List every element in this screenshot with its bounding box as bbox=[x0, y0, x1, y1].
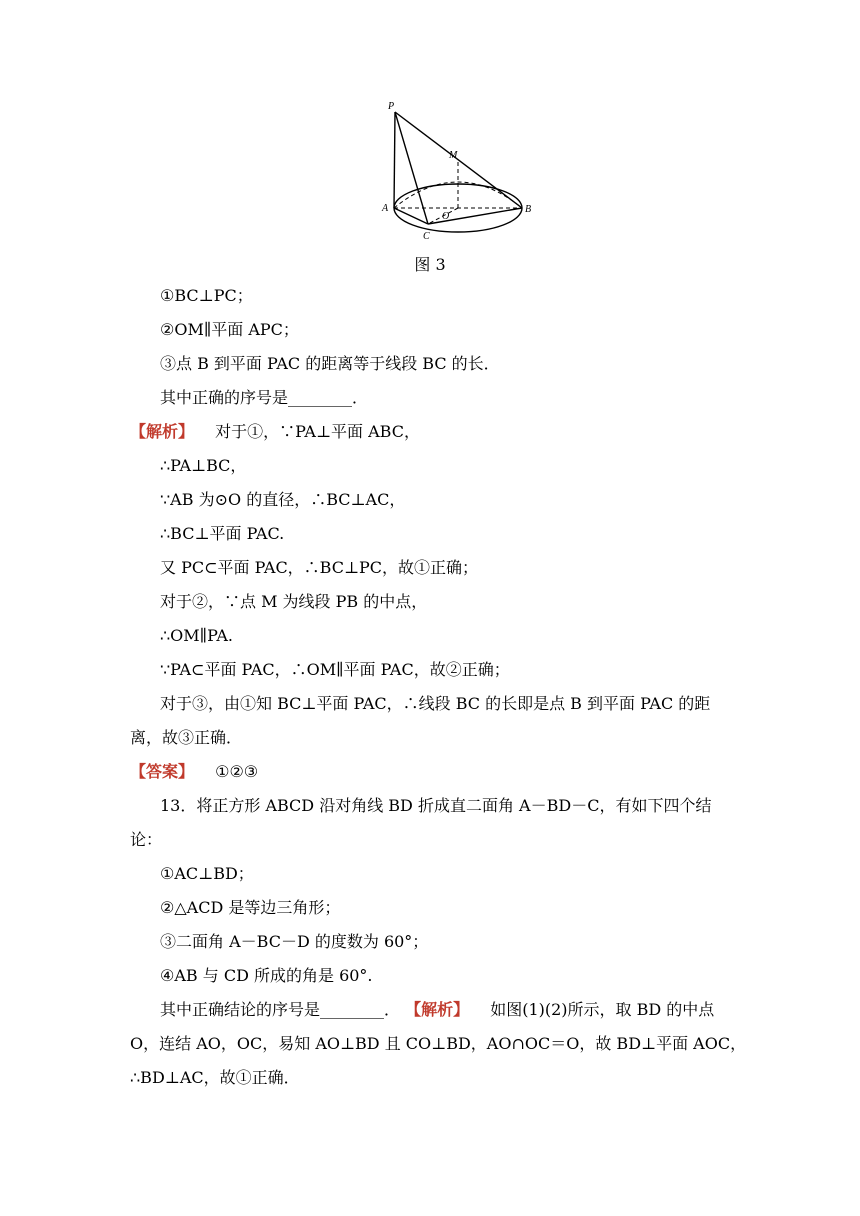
label-A: A bbox=[382, 203, 389, 214]
question: 其中正确的序号是________． bbox=[160, 388, 369, 407]
statement-1: ①BC⊥PC； bbox=[160, 286, 253, 305]
analysis-step: ∴PA⊥BC， bbox=[160, 456, 247, 475]
analysis-line bbox=[130, 422, 420, 442]
problem-13-continuation: 论： bbox=[130, 830, 163, 849]
analysis-step: 又 PC⊂平面 PAC，∴BC⊥PC，故①正确； bbox=[160, 558, 479, 577]
analysis-step: ∴BC⊥平面 PAC. bbox=[160, 524, 285, 543]
analysis-step: ∵AB 为⊙O 的直径，∴BC⊥AC， bbox=[160, 490, 406, 509]
figure-caption: 图 3 bbox=[414, 255, 446, 274]
problem-13: 13．将正方形 ABCD 沿对角线 BD 折成直二面角 A－BD－C，有如下四个结 bbox=[160, 796, 712, 815]
analysis-step: ∴OM∥PA. bbox=[160, 626, 234, 645]
conclusion-2: ②△ACD 是等边三角形； bbox=[160, 898, 341, 917]
analysis-text: 对于①，∵PA⊥平面 ABC， bbox=[215, 422, 420, 441]
conclusion-1: ①AC⊥BD； bbox=[160, 864, 254, 883]
analysis-tag: 【解析】 bbox=[130, 422, 195, 441]
analysis-13-text: 如图(1)(2)所示，取 BD 的中点 bbox=[490, 1000, 715, 1019]
geometry-figure-3 bbox=[370, 96, 540, 246]
analysis-13-step: O，连结 AO，OC，易知 AO⊥BD 且 CO⊥BD，AO∩OC＝O，故 BD⊥平面 AOC， bbox=[130, 1034, 747, 1053]
analysis-tag-13: 【解析】 bbox=[405, 1000, 470, 1019]
statement-2: ②OM∥平面 APC； bbox=[160, 320, 299, 339]
label-C: C bbox=[423, 231, 430, 242]
question-13-text: 其中正确结论的序号是________． bbox=[160, 1000, 401, 1019]
answer-text: ①②③ bbox=[215, 762, 259, 781]
question-13 bbox=[160, 1000, 714, 1020]
analysis-13-step: ∴BD⊥AC，故①正确． bbox=[130, 1068, 300, 1087]
answer-tag: 【答案】 bbox=[130, 762, 195, 781]
analysis-step: 对于③，由①知 BC⊥平面 PAC，∴线段 BC 的长即是点 B 到平面 PAC 的距 bbox=[160, 694, 711, 713]
analysis-step: 离，故③正确． bbox=[130, 728, 243, 747]
answer-line bbox=[130, 762, 258, 782]
label-P: P bbox=[388, 101, 395, 112]
label-M: M bbox=[449, 150, 458, 161]
label-O: O bbox=[442, 211, 450, 222]
label-B: B bbox=[525, 204, 532, 215]
analysis-step: ∵PA⊂平面 PAC，∴OM∥平面 PAC，故②正确； bbox=[160, 660, 510, 679]
analysis-step: 对于②，∵点 M 为线段 PB 的中点， bbox=[160, 592, 428, 611]
conclusion-4: ④AB 与 CD 所成的角是 60°. bbox=[160, 966, 373, 985]
statement-3: ③点 B 到平面 PAC 的距离等于线段 BC 的长． bbox=[160, 354, 500, 373]
conclusion-3: ③二面角 A－BC－D 的度数为 60°； bbox=[160, 932, 429, 951]
